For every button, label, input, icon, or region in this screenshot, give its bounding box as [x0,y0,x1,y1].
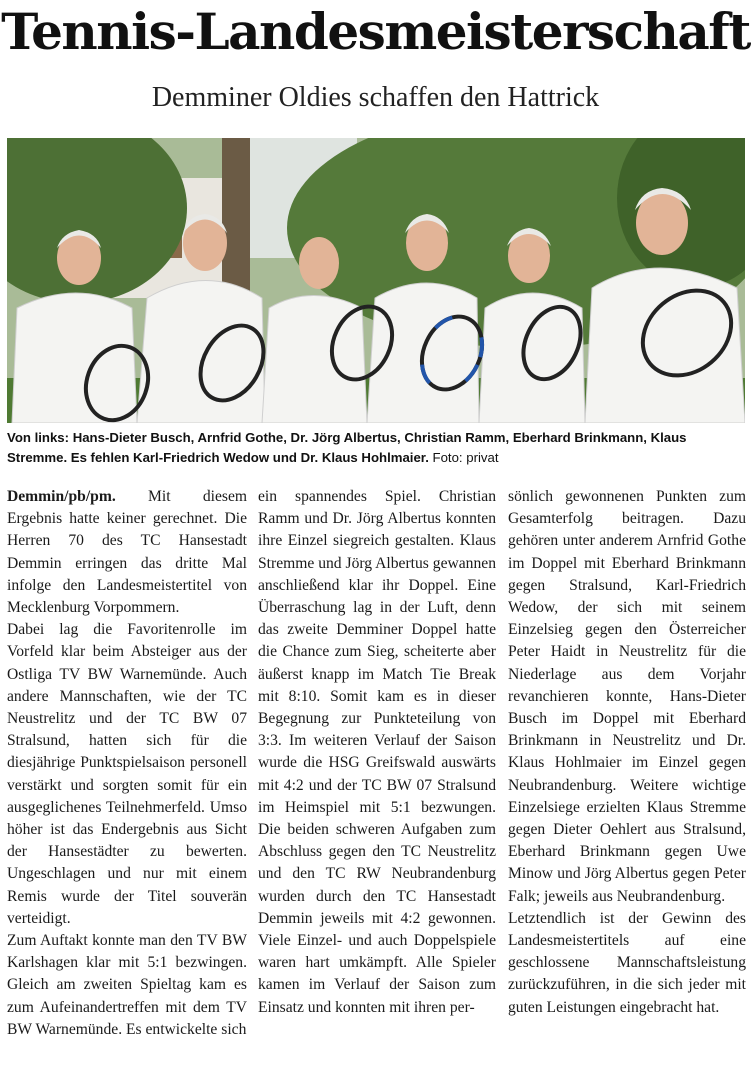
photo-caption [7,428,747,468]
paragraph [7,486,247,619]
caption-text: Von links: Hans-Dieter Busch, Arnfrid Gothe, Dr. Jörg Albertus, Christian Ramm, Eberhard Brinkmann, Klaus Stremme. Es fehlen Karl-Friedrich Wedow und Dr. Klaus Hohlmaier. [7,430,687,465]
dateline: Demmin/pb/pm. [7,488,116,505]
subheadline: Demminer Oldies schaffen den Hattrick [151,82,600,113]
team-photo [7,138,745,423]
photo-credit: Foto: privat [432,450,499,465]
paragraph-text: Mit diesem Ergebnis hatte keiner gerechnet. Die Herren 70 des TC Hansestadt Demmin erringen das dritte Mal infolge den Landesmeistertitel von Mecklenburg Vorpommern. [7,488,247,617]
paragraph: Letztendlich ist der Gewinn des Landesmeistertitels auf eine geschlossene Mannschaftsleistung zurückzuführen, in die sich jeder mit guten Leistungen eingebracht hat. [508,909,746,1016]
paragraph: Zum Auftakt konnte man den TV BW Karlshagen klar mit 5:1 bezwingen. Gleich am zweiten Spieltag kam es zum Aufeinandertreffen mit dem TV BW Warnemünde. Es entwickelte sich [7,932,247,1038]
headline: Tennis-Landesmeisterschaft [1,2,750,61]
article-column-2 [258,486,496,1076]
group-photo-seven-tennis-players-icon [7,138,745,423]
article-column-3 [508,486,746,1076]
paragraph: ein spannendes Spiel. Christian Ramm und Dr. Jörg Albertus konnten ihre Einzel siegreich gestalten. Klaus Stremme und Jörg Albertus gewannen anschließend klar ihr Doppel. Eine Überraschung lag in der Luft, denn das zweite Demminer Doppel hatte die Chance zum Sieg, scheiterte aber äußerst knapp im Match Tie Break mit 8:10. Somit kam es in dieser Begegnung zur Punkteteilung von 3:3. Im weiteren Verlauf der Saison wurde die HSG Greifswald auswärts mit 4:2 und der TC BW 07 Stralsund im Heimspiel mit 5:1 bezwungen. Die beiden schweren Aufgaben zum Abschluss gegen den TC Neustrelitz und den TC RW Neubrandenburg wurden durch den TC Hansestadt Demmin jeweils mit 4:2 gewonnen. Viele Einzel- und auch Doppelspiele waren hart umkämpft. Alle Spieler kamen im Verlauf der Saison zum Einsatz und konnten mit ihren per- [258,488,496,1016]
paragraph: sönlich gewonnenen Punkten zum Gesamterfolg beitragen. Dazu gehören unter anderem Arnfrid Gothe im Doppel mit Eberhard Brinkmann gegen Stralsund, Karl-Friedrich Wedow, der sich mit seinem Einzelsieg gegen den Österreicher Peter Haidt in Neustrelitz für die Niederlage aus dem Vorjahr revanchieren konnte, Hans-Dieter Busch im Doppel mit Eberhard Brinkmann in Neustrelitz und Dr. Klaus Hohlmaier im Einzel gegen Neubrandenburg. Weitere wichtige Einzelsiege erzielten Klaus Stremme gegen Dieter Oehlert aus Stralsund, Eberhard Brinkmann gegen Uwe Minow und Jörg Albertus gegen Peter Falk; jeweils aus Neubrandenburg. [508,488,746,905]
article-column-1 [7,486,247,1076]
paragraph: Dabei lag die Favoritenrolle im Vorfeld klar beim Absteiger aus der Ostliga TV BW Warnemünde. Auch andere Mannschaften, wie der TC Neustrelitz und der TC BW 07 Stralsund, hatten sich für die diesjährige Punktspielsaison personell verstärkt und sorgten somit für ein ausgeglichenes Teilnehmerfeld. Umso höher ist das Endergebnis aus Sicht der Hansestädter zu bewerten. Ungeschlagen und nur mit einem Remis wurde der Titel souverän verteidigt. [7,621,247,927]
